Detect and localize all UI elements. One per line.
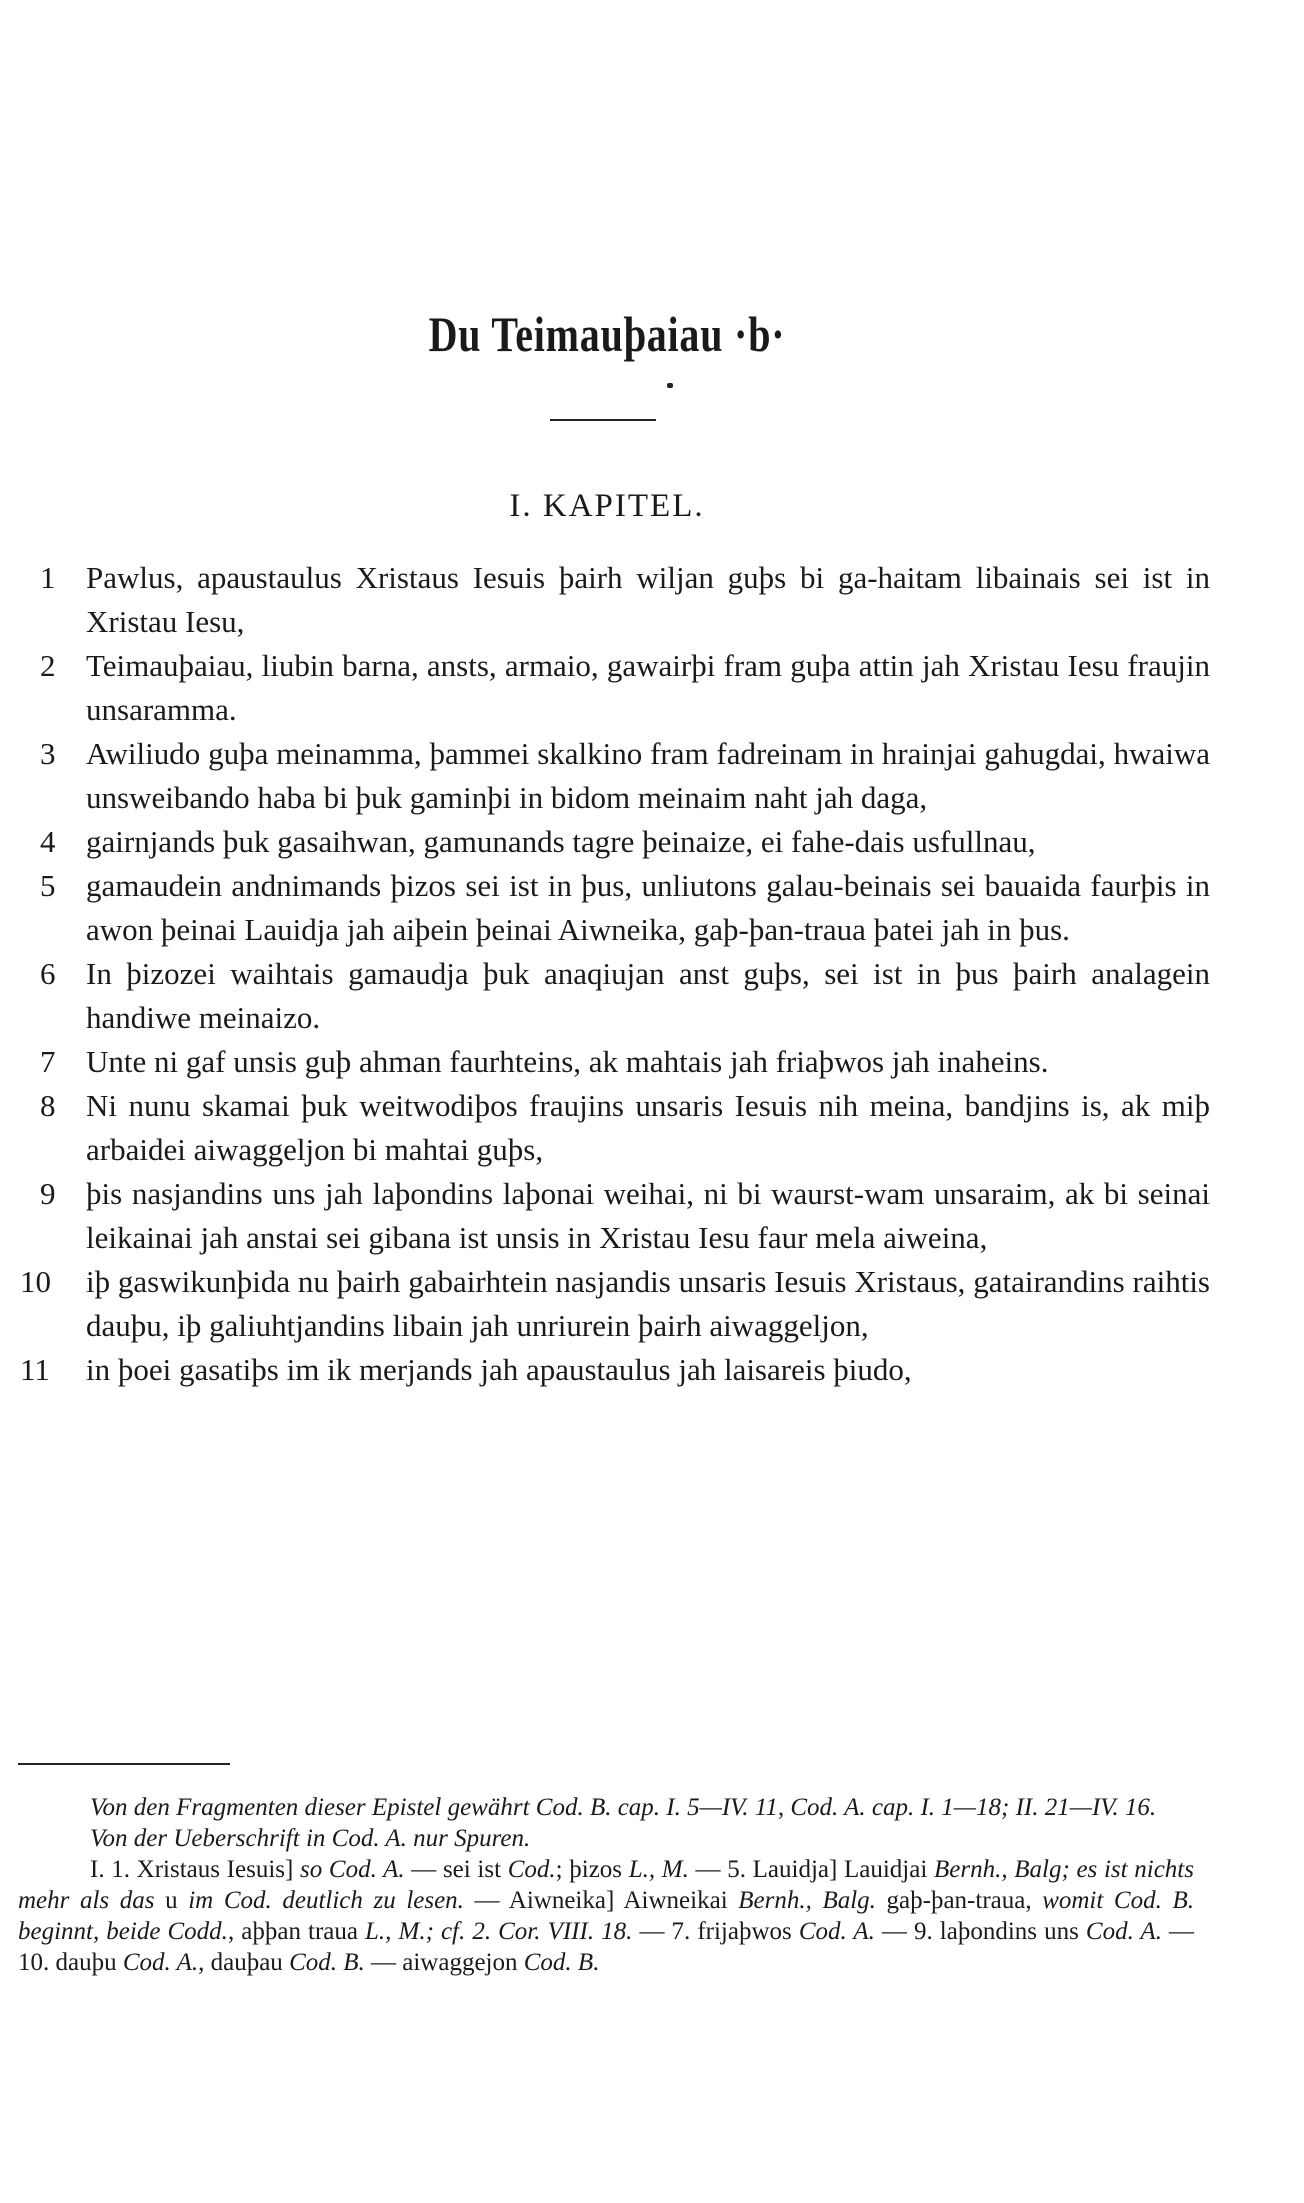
footnotes <box>18 1792 1194 1978</box>
verse-number: 2 <box>40 648 56 683</box>
apparatus-text: ; þizos <box>555 1856 629 1883</box>
verse-text: Ni nunu skamai þuk weitwodiþos fraujins unsaris Iesuis nih meina, bandjins is, ak miþ arbaidei aiwaggeljon bi mahtai guþs, <box>86 1088 1210 1167</box>
verse <box>20 864 1210 952</box>
apparatus-siglum: womit Cod. B. beginnt, beide Codd. <box>18 1887 1194 1945</box>
chapter-heading: I. KAPITEL. <box>509 488 705 524</box>
apparatus-text: — sei ist <box>404 1856 508 1883</box>
apparatus-siglum: im Cod. deutlich zu lesen. <box>188 1887 464 1914</box>
footnote-divider <box>18 1763 230 1765</box>
verse <box>20 556 1210 644</box>
apparatus-text: gaþ-þan-traua, <box>875 1887 1043 1914</box>
verse-number: 8 <box>40 1088 56 1123</box>
verse <box>20 1040 1210 1084</box>
apparatus-text: — 5. Lauidja] Lauidjai <box>688 1856 934 1883</box>
apparatus-siglum: so Cod. A. <box>300 1856 405 1883</box>
verse-text: Awiliudo guþa meinamma, þammei skalkino fram fadreinam in hrainjai gahugdai, hwaiwa unsweibando haba bi þuk gaminþi in bidom meinaim naht jah daga, <box>86 736 1210 815</box>
apparatus-text: — 9. laþondins uns <box>874 1918 1086 1945</box>
apparatus-siglum: Cod. B. <box>523 1949 600 1976</box>
footnote-fragments <box>18 1792 1194 1823</box>
verse-text: gairnjands þuk gasaihwan, gamunands tagre þeinaize, ei fahe-dais usfullnau, <box>86 824 1036 859</box>
verse <box>20 1260 1210 1348</box>
verse-number: 9 <box>40 1176 56 1211</box>
verse <box>20 1348 1210 1392</box>
verse-text: iþ gaswikunþida nu þairh gabairhtein nasjandis unsaris Iesuis Xristaus, gatairandins raihtis dauþu, iþ galiuhtjandins libain jah unriurein þairh aiwaggeljon, <box>86 1264 1210 1343</box>
apparatus-text: I. 1. Xristaus Iesuis] <box>90 1856 301 1883</box>
verse <box>20 1084 1210 1172</box>
critical-apparatus <box>18 1854 1194 1978</box>
verse-number: 10 <box>20 1264 51 1299</box>
title-ornament <box>667 383 673 388</box>
verse <box>20 820 1210 864</box>
footnote-text: Von den Fragmenten dieser Epistel gewährt Cod. B. cap. I. 5—IV. 11, Cod. A. cap. I. 1—18; II. 21—IV. 16. <box>90 1794 1157 1821</box>
apparatus-siglum: Cod. A. <box>798 1918 875 1945</box>
apparatus-siglum: L., M.; cf. 2. Cor. VIII. 18. <box>365 1918 633 1945</box>
apparatus-siglum: Cod. A. <box>1085 1918 1162 1945</box>
verse-text: gamaudein andnimands þizos sei ist in þus, unliutons galau-beinais sei bauaida faurþis in awon þeinai Lauidja jah aiþein þeinai Aiwneika, gaþ-þan-traua þatei jah in þus. <box>86 868 1210 947</box>
apparatus-text: — aiwaggejon <box>364 1949 524 1976</box>
apparatus-text: , aþþan traua <box>227 1918 366 1945</box>
page-title: Du Teimauþaiau ·b· <box>428 306 786 362</box>
verse <box>20 1172 1210 1260</box>
apparatus-siglum: Bernh., Balg; es ist nichts mehr als das <box>18 1856 1194 1914</box>
apparatus-text: — 10. dauþu <box>18 1918 1195 1976</box>
verse-list <box>20 556 1210 1392</box>
apparatus-siglum: L., M. <box>628 1856 689 1883</box>
verse-number: 4 <box>40 824 56 859</box>
verse-number: 6 <box>40 956 56 991</box>
apparatus-siglum: Bernh., Balg. <box>738 1887 876 1914</box>
verse <box>20 952 1210 1040</box>
verse <box>20 644 1210 732</box>
verse-number: 3 <box>40 736 56 771</box>
footnote-text: Von der Ueberschrift in Cod. A. nur Spuren. <box>90 1825 531 1852</box>
title-divider <box>550 419 656 421</box>
verse <box>20 732 1210 820</box>
verse-number: 1 <box>40 560 56 595</box>
verse-number: 11 <box>20 1352 50 1387</box>
footnote-heading <box>18 1823 1194 1854</box>
apparatus-siglum: Cod. <box>507 1856 556 1883</box>
verse-text: In þizozei waihtais gamaudja þuk anaqiujan anst guþs, sei ist in þus þairh analagein handiwe meinaizo. <box>86 956 1210 1035</box>
verse-text: Unte ni gaf unsis guþ ahman faurhteins, ak mahtais jah friaþwos jah inaheins. <box>86 1044 1049 1079</box>
verse-number: 7 <box>40 1044 56 1079</box>
apparatus-text: — Aiwneika] Aiwneikai <box>463 1887 739 1914</box>
apparatus-siglum: Cod. A. <box>122 1949 199 1976</box>
verse-text: in þoei gasatiþs im ik merjands jah apaustaulus jah laisareis þiudo, <box>86 1352 912 1387</box>
verse-text: Pawlus, apaustaulus Xristaus Iesuis þairh wiljan guþs bi ga-haitam libainais sei ist in Xristau Iesu, <box>86 560 1210 639</box>
apparatus-siglum: Cod. B. <box>289 1949 365 1976</box>
apparatus-text: — 7. frijaþwos <box>632 1918 799 1945</box>
apparatus-text: u <box>154 1887 189 1914</box>
verse-text: Teimauþaiau, liubin barna, ansts, armaio, gawairþi fram guþa attin jah Xristau Iesu fraujin unsaramma. <box>86 648 1210 727</box>
apparatus-text: , dauþau <box>198 1949 290 1976</box>
verse-text: þis nasjandins uns jah laþondins laþonai weihai, ni bi waurst-wam unsaraim, ak bi seinai leikainai jah anstai sei gibana ist unsis in Xristau Iesu faur mela aiweina, <box>86 1176 1210 1255</box>
verse-number: 5 <box>40 868 56 903</box>
